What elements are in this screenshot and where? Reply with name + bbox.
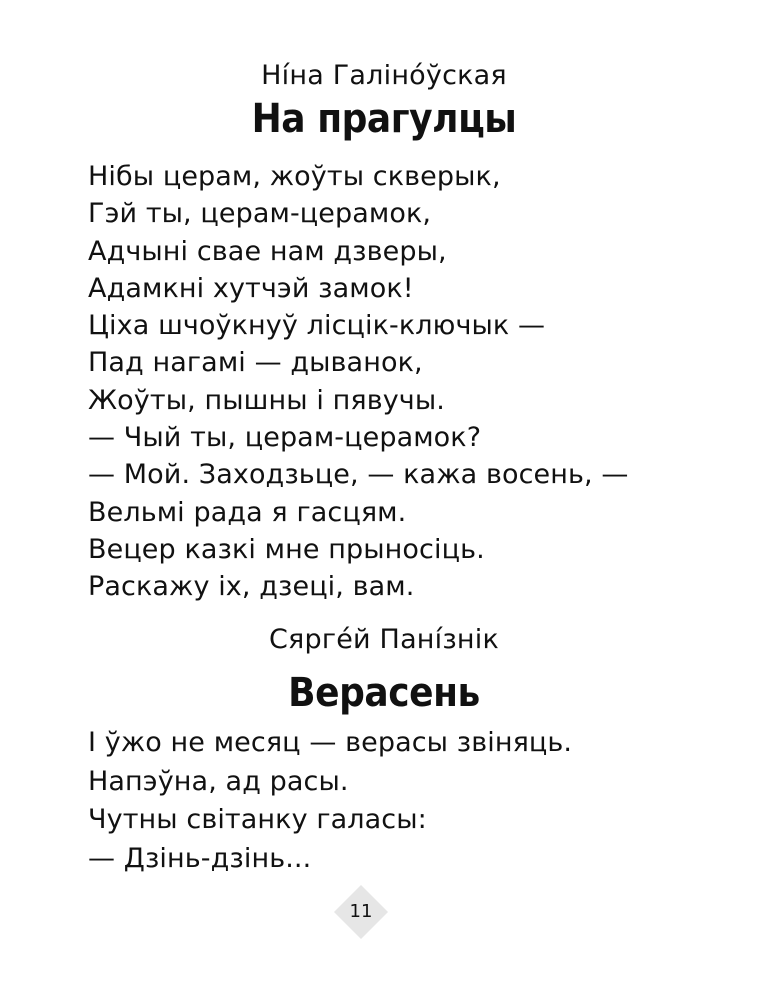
poem-title: На прагулцы xyxy=(251,96,517,142)
poem-line: Напэўна, ад расы. xyxy=(88,765,349,797)
poem-title: Верасень xyxy=(288,670,480,716)
poem-line: І ўжо не месяц — верасы звіняць. xyxy=(88,727,573,758)
poem-line: Чутны світанку галасы: xyxy=(88,804,427,835)
poem-line: Вецер казкі мне прыносіць. xyxy=(88,533,485,565)
poem-line: Гэй ты, церам-церамок, xyxy=(88,198,432,230)
poem-line: Ціха шчоўкнуў лісцік-ключык — xyxy=(88,310,546,342)
poem-line: Адамкні хутчэй замок! xyxy=(88,272,414,304)
poem-lines xyxy=(88,158,628,606)
poem-line: Раскажу іх, дзеці, вам. xyxy=(88,571,415,603)
poem-line: Вельмі рада я гасцям. xyxy=(88,496,407,528)
page-number: 11 xyxy=(349,901,373,922)
poem-line: Адчыні свае нам дзверы, xyxy=(88,235,447,267)
poem-author: Сярге́й Пані́знік xyxy=(269,624,499,655)
poem-line: — Мой. Заходзьце, — кажа восень, — xyxy=(88,459,629,491)
poem-line: Нібы церам, жоўты скверык, xyxy=(88,161,501,192)
poem-line: Жоўты, пышны і пявучы. xyxy=(88,384,445,416)
poem-verasen xyxy=(0,624,768,874)
poem-line: Пад нагамі — дыванок, xyxy=(88,347,423,379)
poem-author: Ні́на Галіно́ўская xyxy=(261,60,507,91)
poem-line: — Чый ты, церам-церамок? xyxy=(88,422,482,454)
page-number-badge xyxy=(333,884,389,940)
poem-lines xyxy=(88,724,572,878)
poem-line: — Дзінь-дзінь... xyxy=(88,842,312,874)
poem-na-pragulcy xyxy=(0,60,768,603)
